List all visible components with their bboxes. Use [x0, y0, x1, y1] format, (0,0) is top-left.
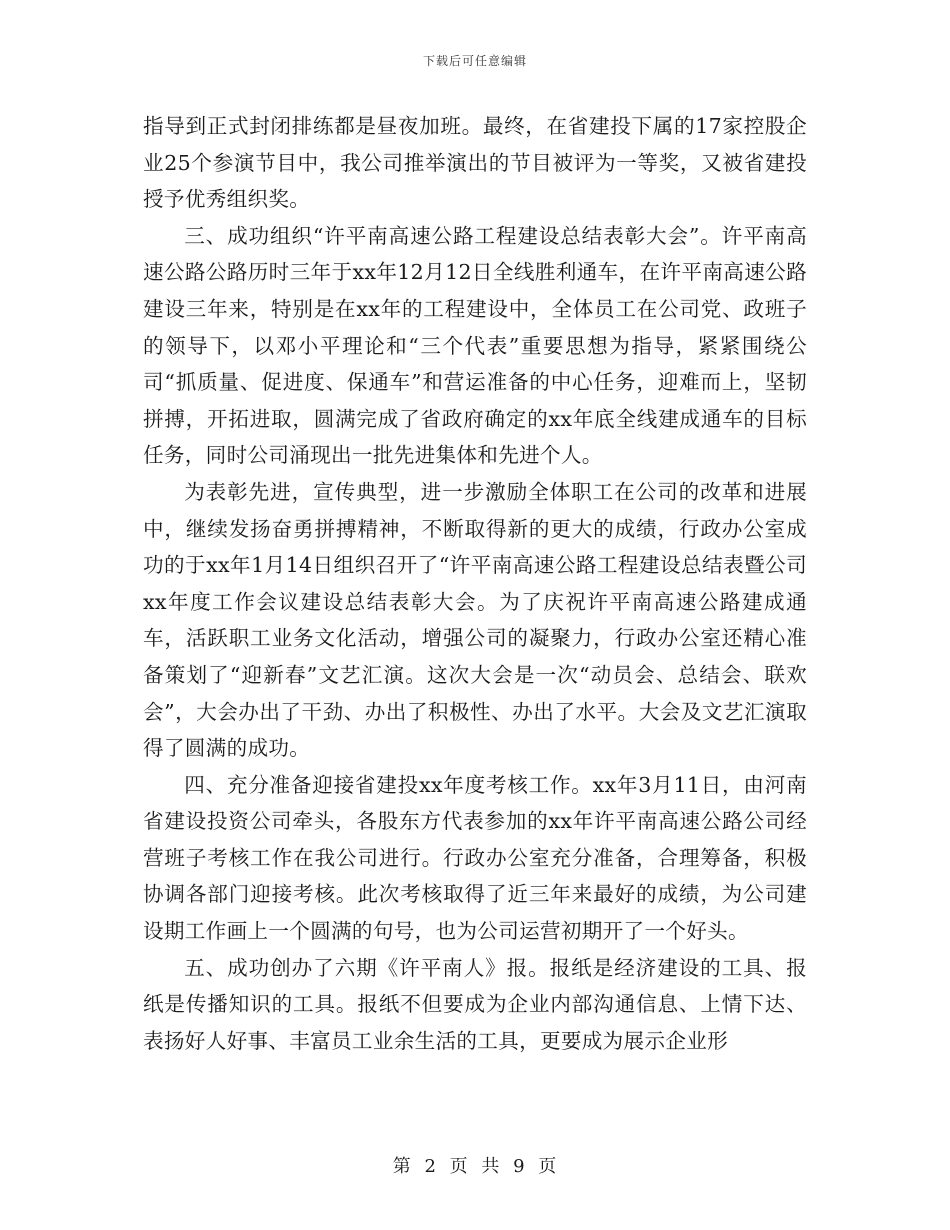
paragraph-continuation: 指导到正式封闭排练都是昼夜加班。最终，在省建投下属的17家控股企业25个参演节目中，我公司推举演出的节目被评为一等奖，又被省建投授予优秀组织奖。: [143, 114, 807, 212]
header-note: 下载后可任意编辑: [422, 54, 527, 68]
document-body: [143, 108, 807, 1059]
paragraph-section-three: 三、成功组织“许平南高速公路工程建设总结表彰大会”。许平南高速公路公路历时三年于xx年12月12日全线胜利通车，在许平南高速公路建设三年来，特别是在xx年的工程建设中，全体员工在公司党、政班子的领导下，以邓小平理论和“三个代表”重要思想为指导，紧紧围绕公司“抓质量、促进度、保通车”和营运准备的中心任务，迎难而上，坚韧拼搏，开拓进取，圆满完成了省政府确定的xx年底全线建成通车的目标任务，同时公司涌现出一批先进集体和先进个人。: [143, 223, 807, 468]
paragraph-commendation: 为表彰先进，宣传典型，进一步激励全体职工在公司的改革和进展中，继续发扬奋勇拼搏精神，不断取得新的更大的成绩，行政办公室成功的于xx年1月14日组织召开了“许平南高速公路工程建设总结表暨公司xx年度工作会议建设总结表彰大会。为了庆祝许平南高速公路建成通车，活跃职工业务文化活动，增强公司的凝聚力，行政办公室还精心准备策划了“迎新春”文艺汇演。这次大会是一次“动员会、总结会、联欢会”，大会办出了干劲、办出了积极性、办出了水平。大会及文艺汇演取得了圆满的成功。: [143, 479, 807, 761]
page-number-footer: 第 2 页 共 9 页: [392, 1156, 558, 1177]
paragraph-section-four: 四、充分准备迎接省建投xx年度考核工作。xx年3月11日，由河南省建设投资公司牵头，各股东方代表参加的xx年许平南高速公路公司经营班子考核工作在我公司进行。行政办公室充分准备，合理筹备，积极协调各部门迎接考核。此次考核取得了近三年来最好的成绩，为公司建设期工作画上一个圆满的句号，也为公司运营初期开了一个好头。: [143, 772, 807, 944]
paragraph-section-five: 五、成功创办了六期《许平南人》报。报纸是经济建设的工具、报纸是传播知识的工具。报纸不但要成为企业内部沟通信息、上情下达、表扬好人好事、丰富员工业余生活的工具，更要成为展示企业形: [143, 955, 807, 1053]
